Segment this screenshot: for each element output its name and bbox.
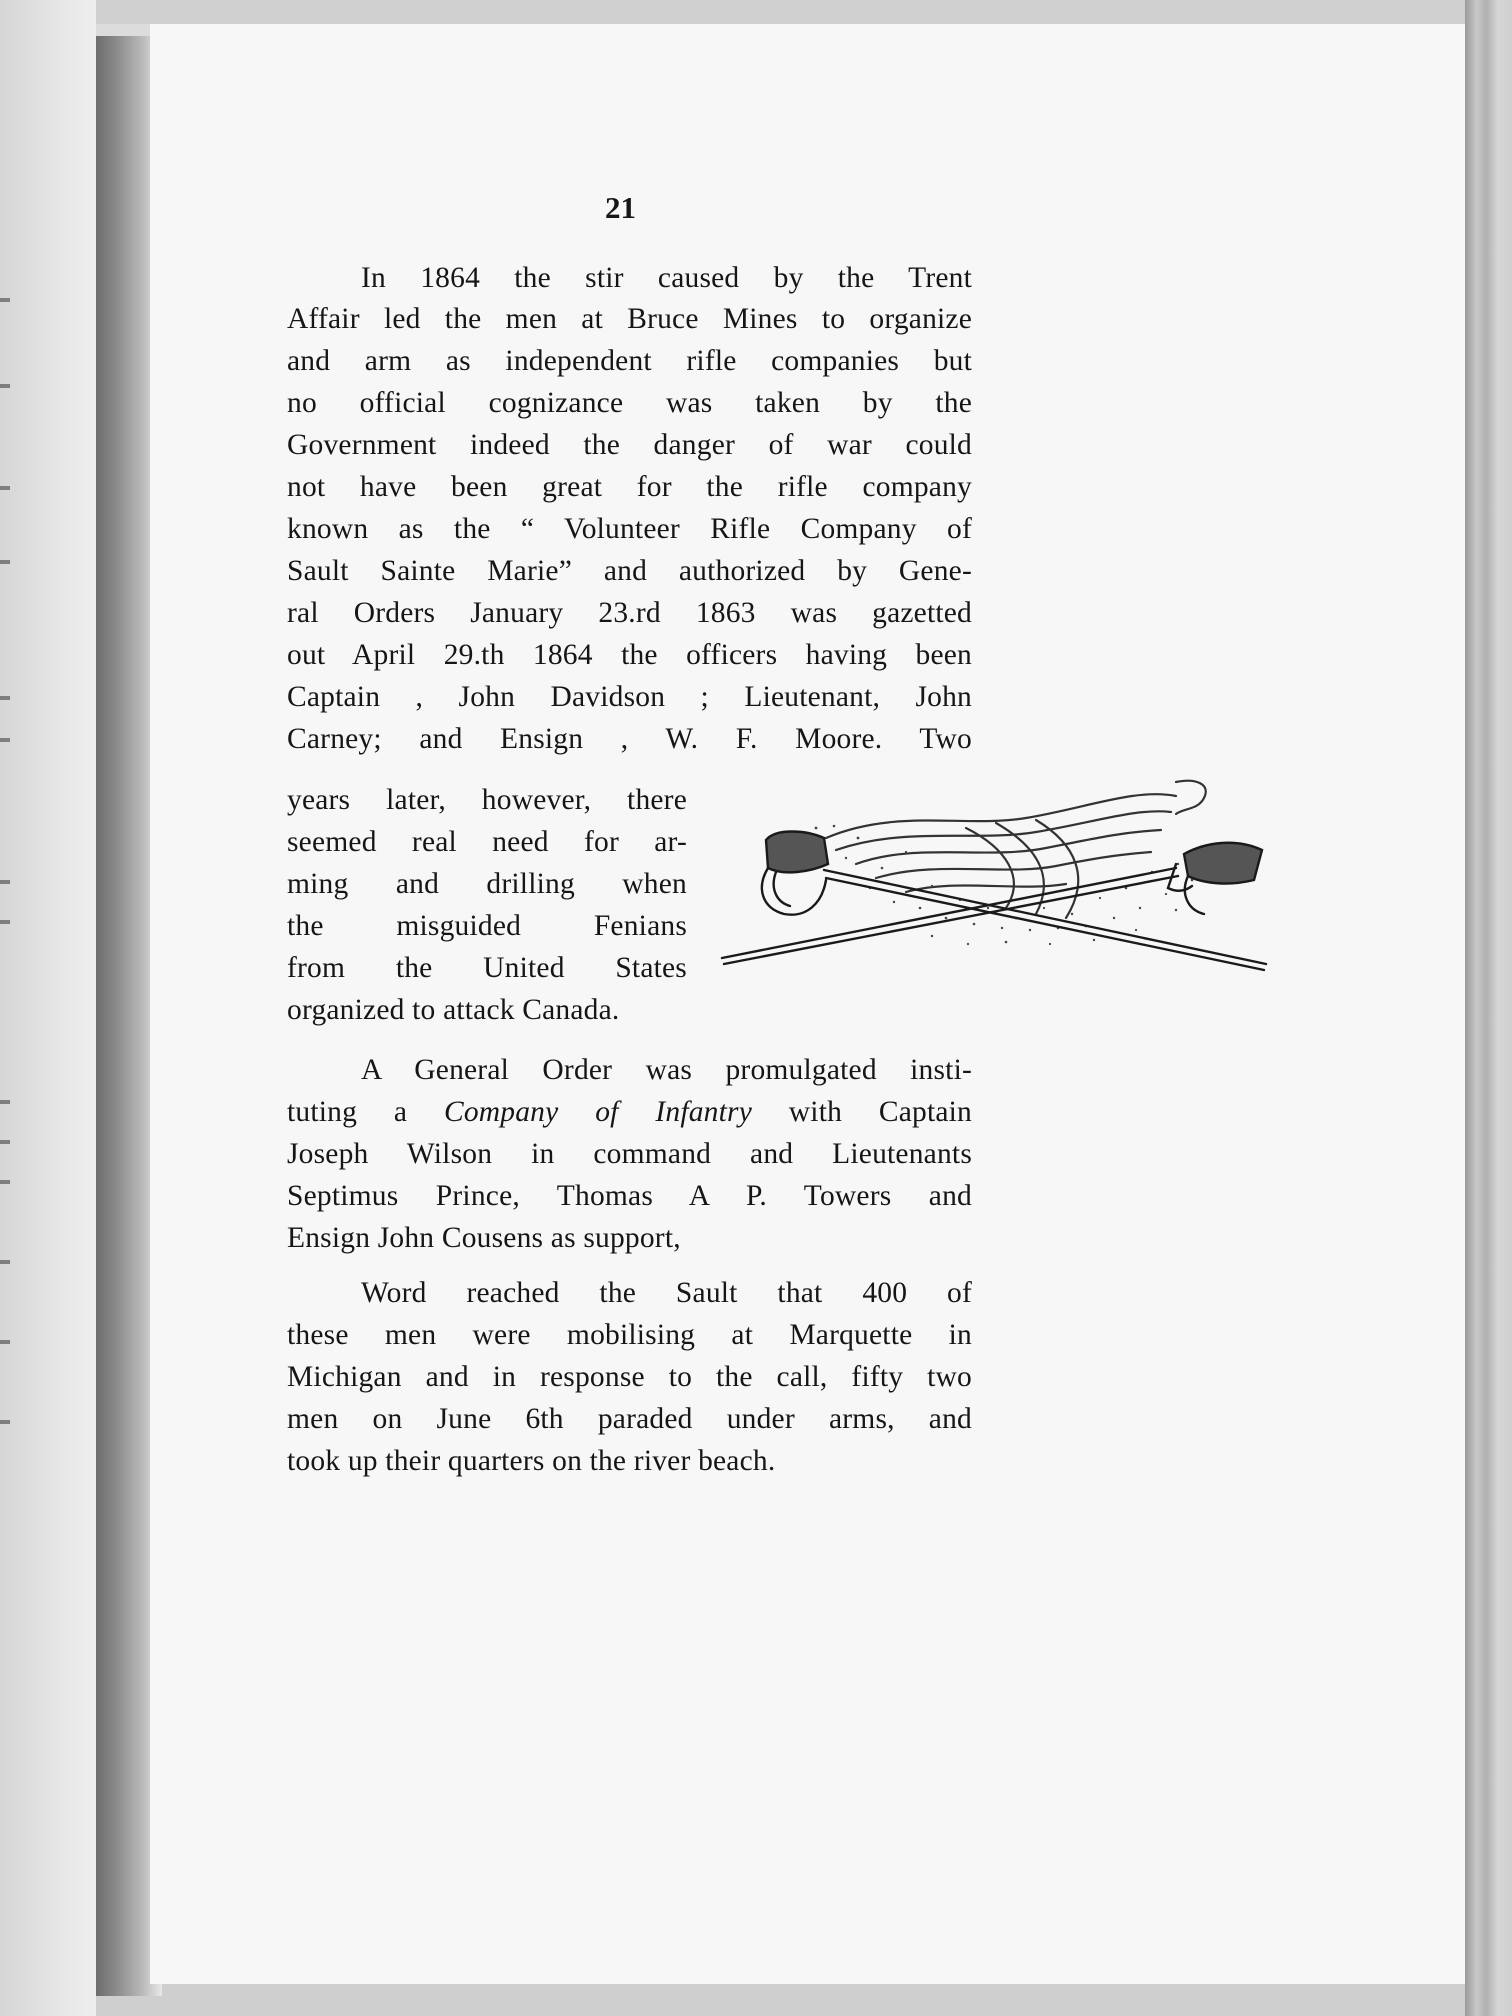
italic-text-run: Company of Infantry xyxy=(443,1096,752,1128)
text-line: Michigan and in response to the call, fifty two xyxy=(287,1361,972,1393)
text-run: tuting a xyxy=(287,1096,444,1128)
facing-page-edge xyxy=(0,0,96,2016)
text-line: Captain , John Davidson ; Lieutenant, John xyxy=(287,681,972,713)
facing-page-mark xyxy=(0,1180,10,1184)
facing-page-mark xyxy=(0,1420,10,1424)
text-line: not have been great for the rifle company xyxy=(287,471,972,503)
facing-page-mark xyxy=(0,920,10,924)
page-number: 21 xyxy=(605,190,636,225)
text-line: A General Order was promulgated insti- xyxy=(361,1054,972,1086)
text-line: these men were mobilising at Marquette in xyxy=(287,1319,972,1351)
scan-bottom-border xyxy=(96,1984,1466,2016)
text-line: Ensign John Cousens as support, xyxy=(287,1222,681,1254)
facing-page-mark xyxy=(0,384,10,388)
facing-page-mark xyxy=(0,486,10,490)
facing-page-mark xyxy=(0,1340,10,1344)
scan-top-border xyxy=(96,0,1466,24)
facing-page-mark xyxy=(0,880,10,884)
facing-page-mark xyxy=(0,696,10,700)
text-line-with-italic xyxy=(287,1092,972,1132)
text-line: seemed real need for ar- xyxy=(287,826,687,858)
facing-page-mark xyxy=(0,1260,10,1264)
text-line: ming and drilling when xyxy=(287,868,687,900)
facing-page-mark xyxy=(0,560,10,564)
text-line: no official cognizance was taken by the xyxy=(287,387,972,419)
facing-page-mark xyxy=(0,1140,10,1144)
facing-page-mark xyxy=(0,298,10,302)
text-line: the misguided Fenians xyxy=(287,910,687,942)
text-line: took up their quarters on the river beach. xyxy=(287,1445,776,1477)
text-run: with Captain xyxy=(752,1096,972,1128)
text-line: organized to attack Canada. xyxy=(287,994,620,1026)
text-line: men on June 6th paraded under arms, and xyxy=(287,1403,972,1435)
text-line: Septimus Prince, Thomas A P. Towers and xyxy=(287,1180,972,1212)
text-line: In 1864 the stir caused by the Trent xyxy=(361,262,972,294)
text-line: Government indeed the danger of war could xyxy=(287,429,972,461)
facing-page-mark xyxy=(0,1100,10,1104)
text-line: Carney; and Ensign , W. F. Moore. Two xyxy=(287,723,972,755)
text-line: years later, however, there xyxy=(287,784,687,816)
text-line: and arm as independent rifle companies but xyxy=(287,345,972,377)
text-line: Affair led the men at Bruce Mines to organize xyxy=(287,303,972,335)
text-line: Sault Sainte Marie” and authorized by Gene- xyxy=(287,555,972,587)
text-line: ral Orders January 23.rd 1863 was gazetted xyxy=(287,597,972,629)
text-line: from the United States xyxy=(287,952,687,984)
text-line: out April 29.th 1864 the officers having been xyxy=(287,639,972,671)
page-stack-edge xyxy=(1465,0,1512,2016)
facing-page-mark xyxy=(0,738,10,742)
text-line: known as the “ Volunteer Rifle Company of xyxy=(287,513,972,545)
text-line: Word reached the Sault that 400 of xyxy=(361,1277,972,1309)
text-line: Joseph Wilson in command and Lieutenants xyxy=(287,1138,972,1170)
crossed-swords-illustration xyxy=(706,768,1296,988)
